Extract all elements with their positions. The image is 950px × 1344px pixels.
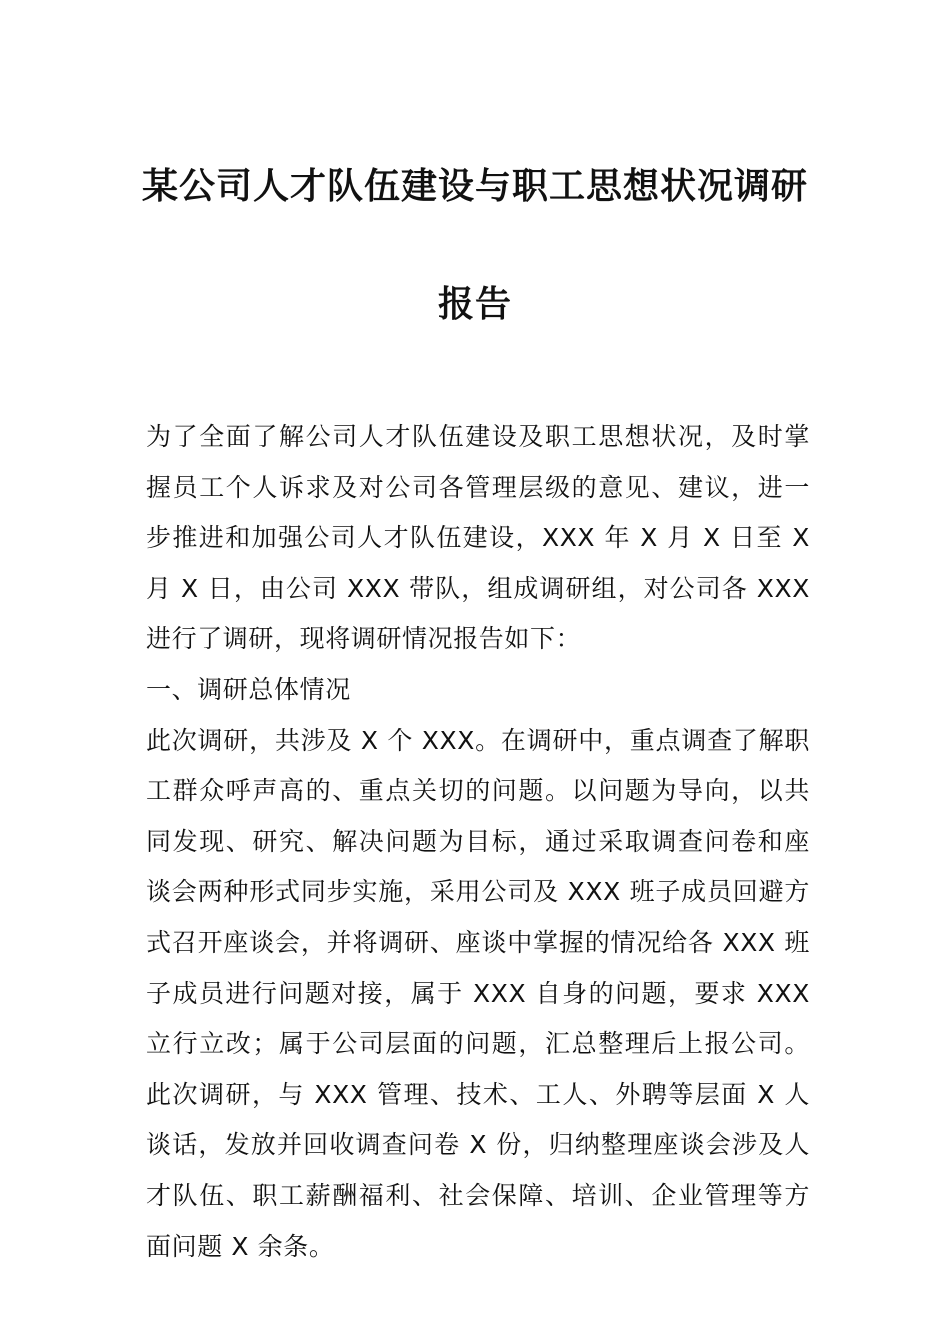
document-title-line-2: 报告 <box>437 283 512 325</box>
document-body <box>146 412 810 1272</box>
section-1-heading: 一、调研总体情况 <box>146 674 351 704</box>
intro-paragraph: 为了全面了解公司人才队伍建设及职工思想状况，及时掌握员工个人诉求及对公司各管理层级的意见、建议，进一步推进和加强公司人才队伍建设，XXX 年 X 月 X 日至 X 月 X 日，由公司 XXX 带队，组成调研组，对公司各 XXX 进行了调研，现将调研情况报告如下： <box>146 422 810 654</box>
section-1-paragraph: 此次调研，共涉及 X 个 XXX。在调研中，重点调查了解职工群众呼声高的、重点关切的问题。以问题为导向，以共同发现、研究、解决问题为目标，通过采取调查问卷和座谈会两种形式同步实施，采用公司及 XXX 班子成员回避方式召开座谈会，并将调研、座谈中掌握的情况给各 XXX 班子成员进行问题对接，属于 XXX 自身的问题，要求 XXX 立行立改；属于公司层面的问题，汇总整理后上报公司。此次调研，与 XXX 管理、技术、工人、外聘等层面 X 人谈话，发放并回收调查问卷 X 份，归纳整理座谈会涉及人才队伍、职工薪酬福利、社会保障、培训、企业管理等方面问题 X 余条。 <box>146 725 810 1261</box>
document-title-line-1: 某公司人才队伍建设与职工思想状况调研 <box>141 165 808 207</box>
